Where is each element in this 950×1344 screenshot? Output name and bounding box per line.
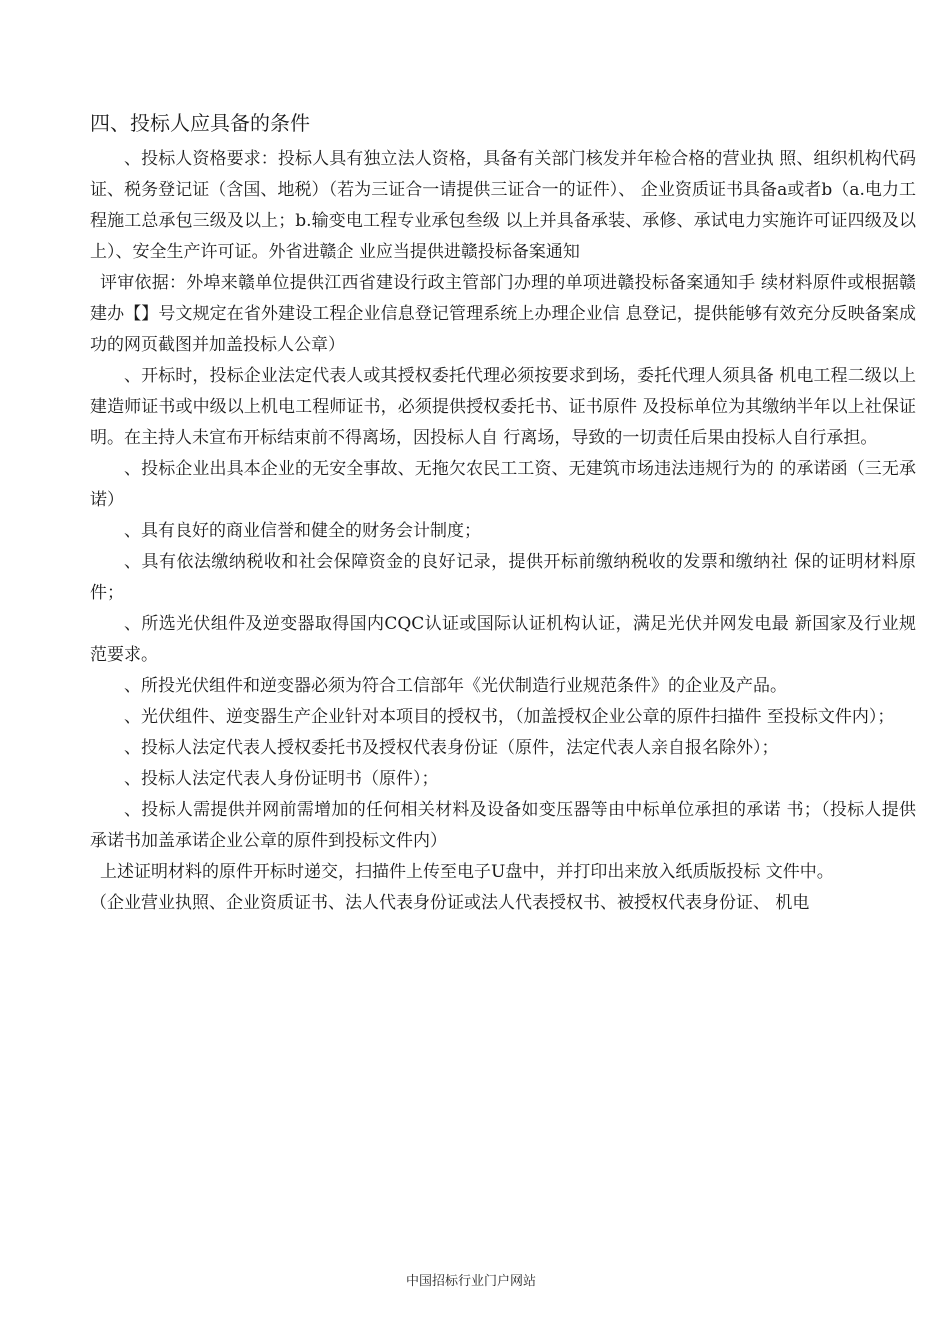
section-heading: 四、投标人应具备的条件 — [90, 111, 310, 135]
paragraph-business-reputation: 、具有良好的商业信誉和健全的财务会计制度； — [124, 521, 481, 541]
paragraph-grid-commitment: 、投标人需提供并网前需增加的任何相关材料及设备如变压器等由中标单位承担的承诺 书；（投标人提供承诺书加盖承诺企业公章的原件到投标文件内） — [90, 800, 916, 851]
document-page — [90, 108, 916, 919]
paragraph-tax-records: 、具有依法缴纳税收和社会保障资金的良好记录，提供开标前缴纳税收的发票和缴纳社 保的证明材料原件； — [90, 552, 916, 603]
paragraph-originals-submission: 上述证明材料的原件开标时递交，扫描件上传至电子U盘中，并打印出来放入纸质版投标 文件中。 — [100, 862, 834, 882]
paragraph-cqc-certification: 、所选光伏组件及逆变器取得国内CQC认证或国际认证机构认证，满足光伏并网发电最 新国家及行业规范要求。 — [90, 614, 916, 665]
paragraph-qualification: 、投标人资格要求：投标人具有独立法人资格，具备有关部门核发并年检合格的营业执 照、组织机构代码证、税务登记证（含国、地税）（若为三证合一请提供三证合一的证件）、 企业资质证书具备a或者b（a.电力工程施工总承包三级及以上；b.输变电工程专业承包叁级 以上并具备承装、承修、承试电力实施许可证四级及以上）、安全生产许可证。外省进赣企 业应当提供进赣投标备案通知 — [90, 149, 916, 262]
paragraph-legal-rep-id: 、投标人法定代表人身份证明书（原件）； — [124, 769, 439, 789]
paragraph-document-list: （企业营业执照、企业资质证书、法人代表身份证或法人代表授权书、被授权代表身份证、 机电 — [90, 893, 810, 913]
paragraph-power-of-attorney: 、投标人法定代表人授权委托书及授权代表身份证（原件，法定代表人亲自报名除外）； — [124, 738, 779, 758]
paragraph-industry-standard: 、所投光伏组件和逆变器必须为符合工信部年《光伏制造行业规范条件》的企业及产品。 — [124, 676, 787, 696]
page-footer: 中国招标行业门户网站 — [406, 1274, 537, 1289]
paragraph-three-no-commitment: 、投标企业出具本企业的无安全事故、无拖欠农民工工资、无建筑市场违法违规行为的 的承诺函（三无承诺） — [90, 459, 916, 510]
paragraph-manufacturer-authorization: 、光伏组件、逆变器生产企业针对本项目的授权书，（加盖授权企业公章的原件扫描件 至投标文件内）； — [124, 707, 895, 727]
paragraph-opening: 、开标时，投标企业法定代表人或其授权委托代理必须按要求到场，委托代理人须具备 机电工程二级以上建造师证书或中级以上机电工程师证书，必须提供授权委托书、证书原件 及投标单位为其缴纳半年以上社保证明。在主持人未宣布开标结束前不得离场，因投标人自 行离场，导致的一切责任后果由投标人自行承担。 — [90, 366, 916, 448]
paragraph-review-basis: 评审依据：外埠来赣单位提供江西省建设行政主管部门办理的单项进赣投标备案通知手 续材料原件或根据赣建办【】号文规定在省外建设工程企业信息登记管理系统上办理企业信 息登记，提供能够有效充分反映备案成功的网页截图并加盖投标人公章） — [90, 273, 916, 355]
